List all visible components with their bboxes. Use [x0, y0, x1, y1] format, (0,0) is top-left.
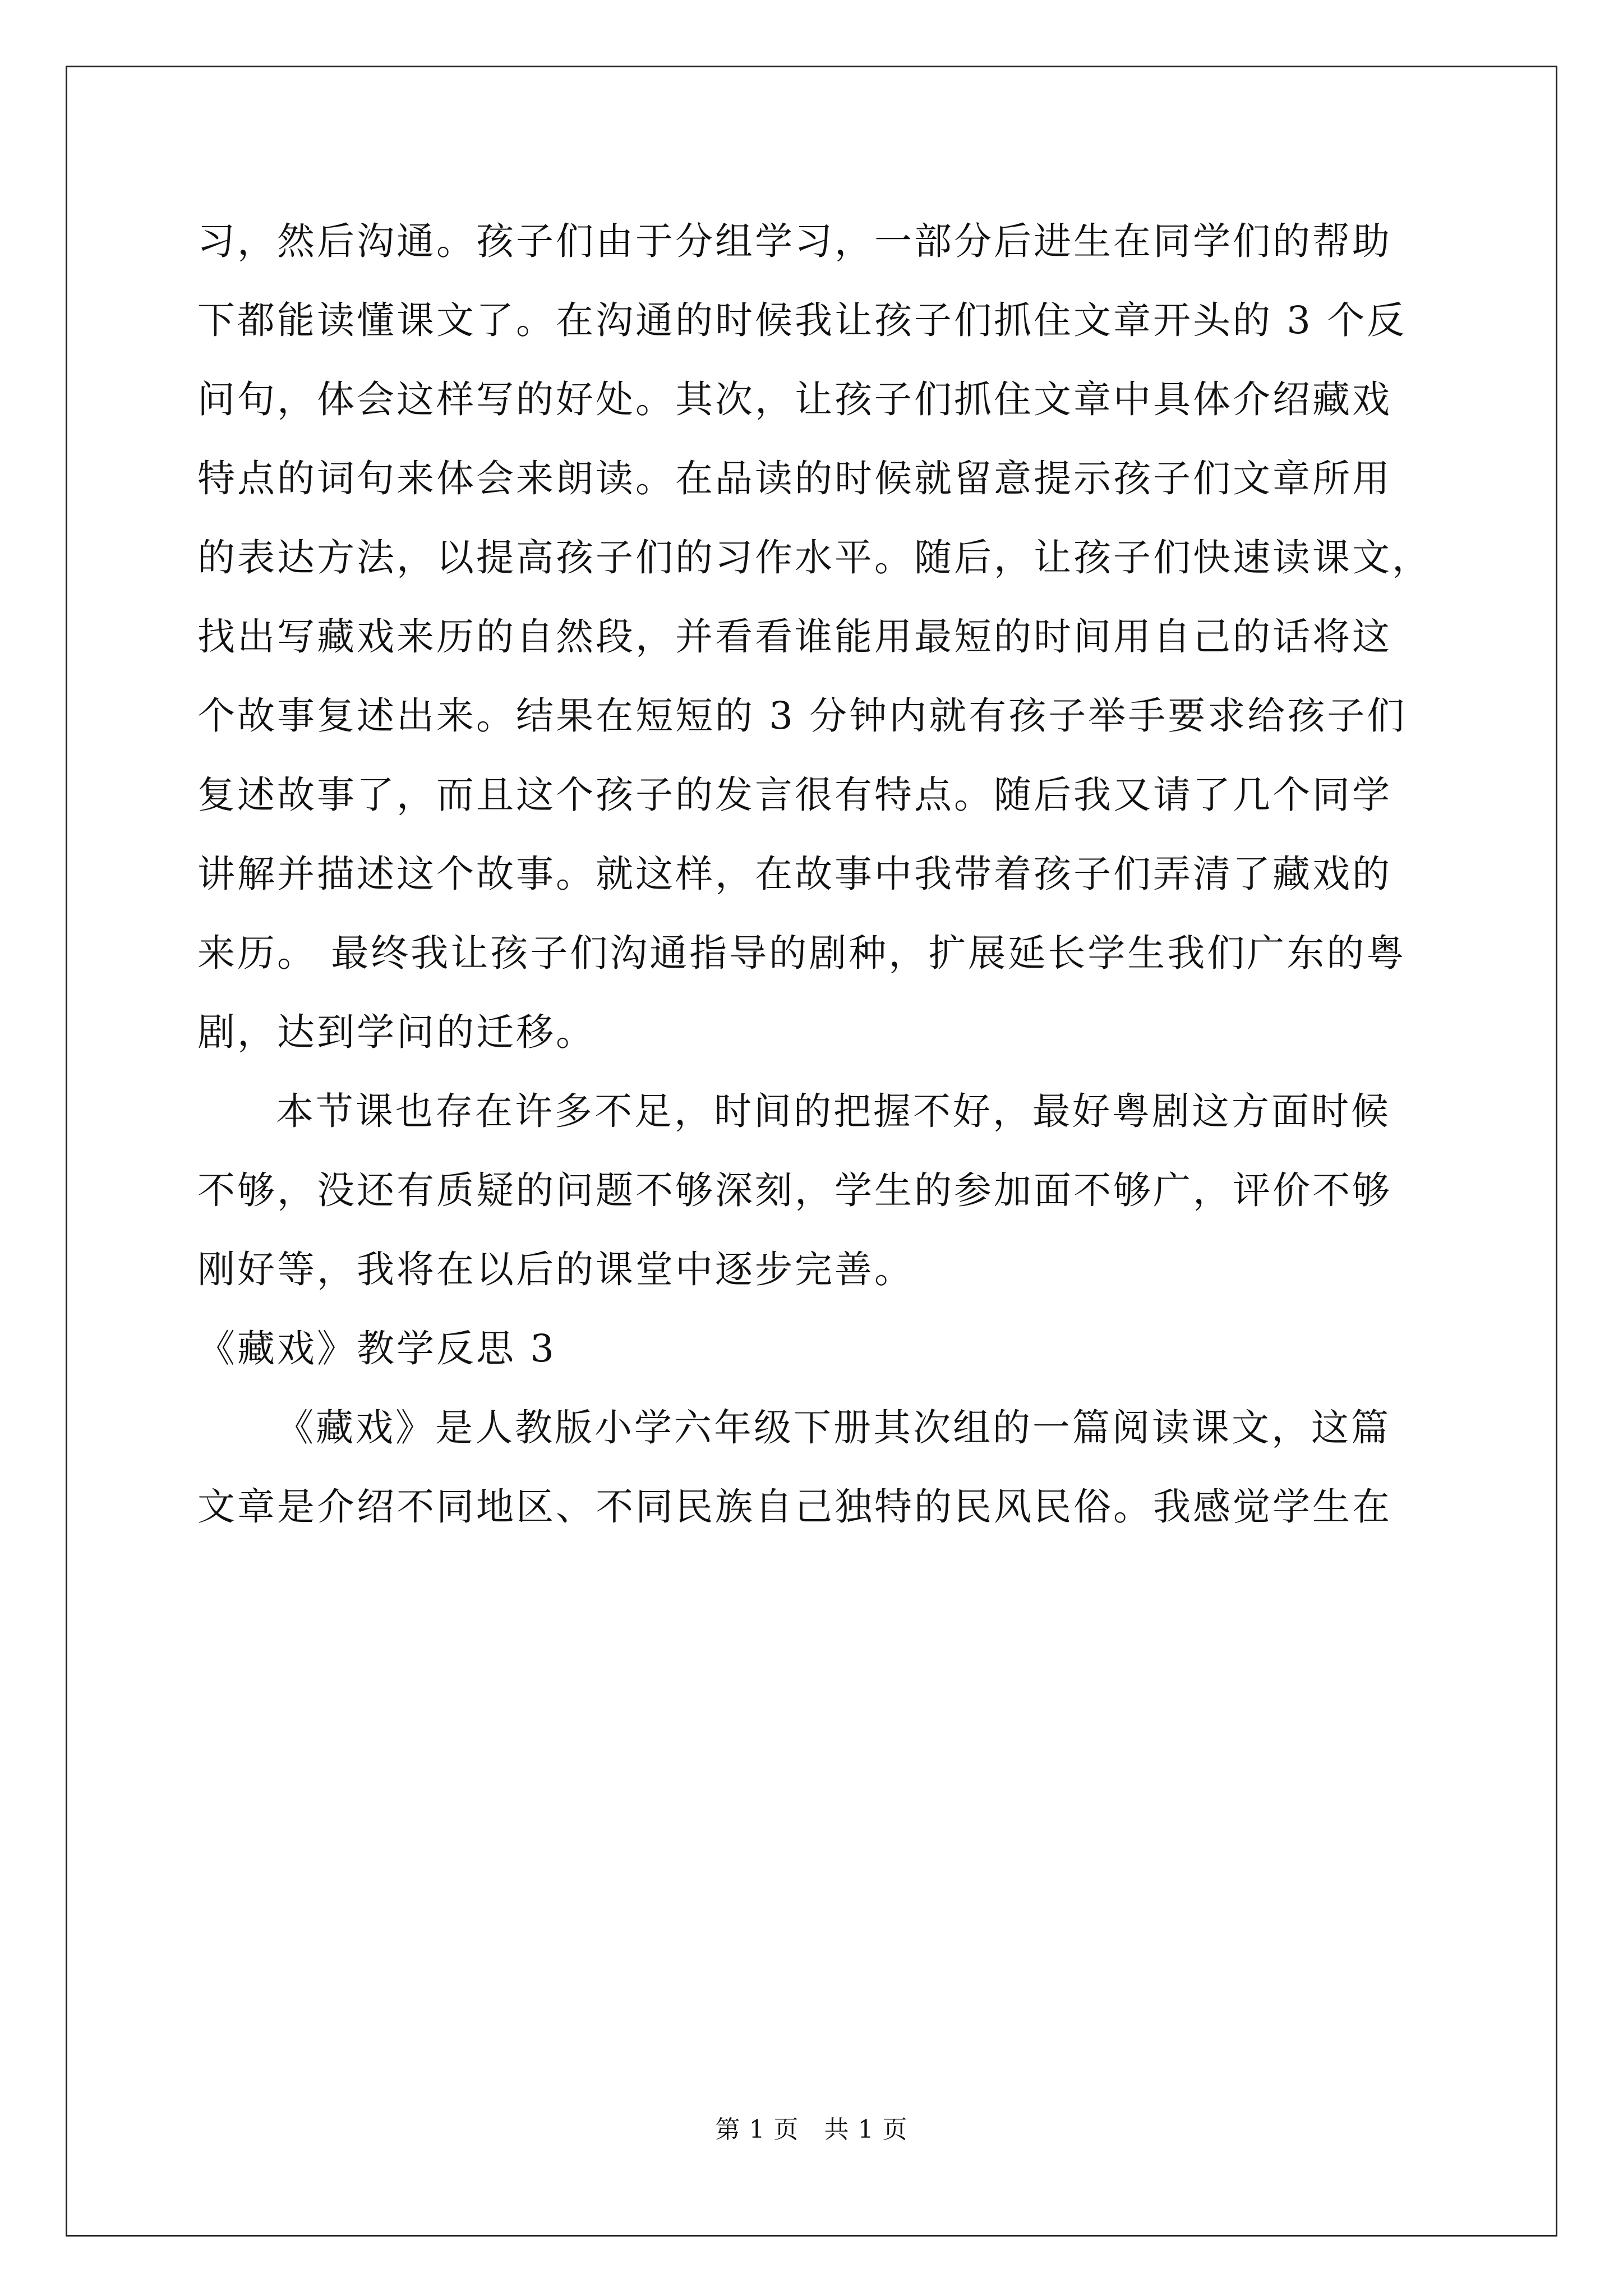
paragraph-line: 剧，达到学问的迁移。 [197, 1010, 596, 1054]
paragraph-line: 讲解并描述这个故事。就这样，在故事中我带着孩子们弄清了藏戏的 [197, 852, 1392, 896]
page-footer: 第 1 页 共 1 页 [715, 2115, 908, 2144]
paragraph-line: 下都能读懂课文了。在沟通的时候我让孩子们抓住文章开头的 3 个反 [197, 298, 1407, 342]
paragraph-line: 问句，体会这样写的好处。其次，让孩子们抓住文章中具体介绍藏戏 [197, 378, 1392, 421]
paragraph-line: 找出写藏戏来历的自然段，并看看谁能用最短的时间用自己的话将这 [197, 615, 1392, 659]
paragraph-line: 的表达方法，以提高孩子们的习作水平。随后，让孩子们快速读课文， [197, 536, 1432, 579]
paragraph-line: 不够，没还有质疑的问题不够深刻，学生的参加面不够广，评价不够 [197, 1168, 1392, 1212]
paragraph-line: 文章是介绍不同地区、不同民族自己独特的民风民俗。我感觉学生在 [197, 1485, 1392, 1529]
section-heading: 《藏戏》教学反思 3 [197, 1327, 556, 1370]
paragraph-line: 特点的词句来体会来朗读。在品读的时候就留意提示孩子们文章所用 [197, 457, 1392, 500]
paragraph-line: 来历。 最终我让孩子们沟通指导的剧种，扩展延长学生我们广东的粤 [197, 931, 1407, 975]
paragraph-line: 《藏戏》是人教版小学六年级下册其次组的一篇阅读课文，这篇 [276, 1406, 1391, 1450]
paragraph-line: 习，然后沟通。孩子们由于分组学习，一部分后进生在同学们的帮助 [197, 219, 1392, 263]
paragraph-line: 个故事复述出来。结果在短短的 3 分钟内就有孩子举手要求给孩子们 [197, 694, 1407, 738]
paragraph-line: 复述故事了，而且这个孩子的发言很有特点。随后我又请了几个同学 [197, 773, 1392, 817]
paragraph-line: 刚好等，我将在以后的课堂中逐步完善。 [197, 1248, 914, 1291]
paragraph-line: 本节课也存在许多不足，时间的把握不好，最好粤剧这方面时候 [276, 1089, 1391, 1133]
